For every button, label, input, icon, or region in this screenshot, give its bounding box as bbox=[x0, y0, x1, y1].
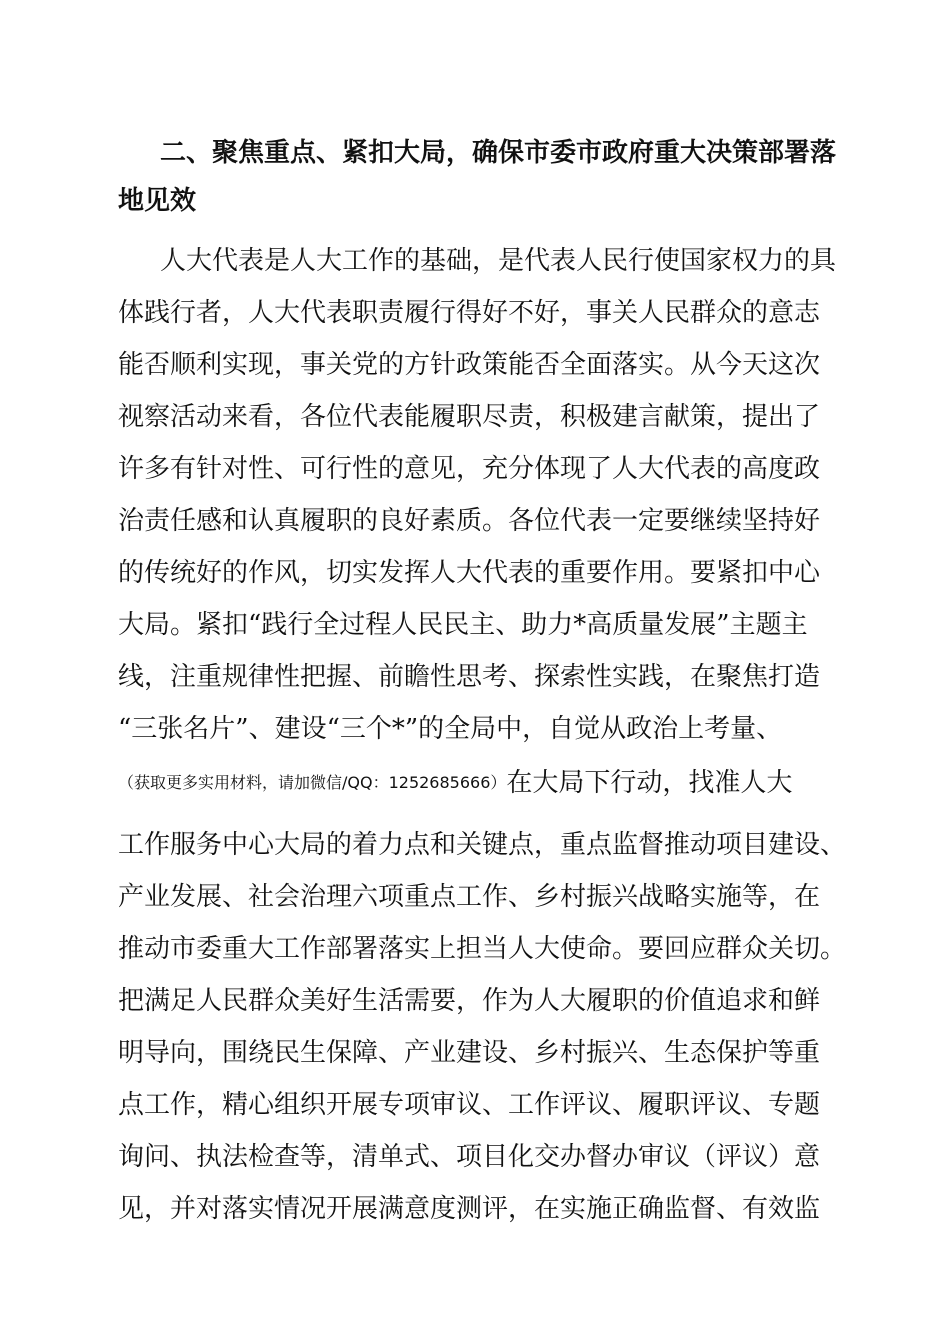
paragraph-line: 能否顺利实现，事关党的方针政策能否全面落实。从今天这次 bbox=[118, 350, 821, 380]
paragraph-line: 见，并对落实情况开展满意度测评，在实施正确监督、有效监 bbox=[118, 1194, 821, 1224]
paragraph-line: 的传统好的作风，切实发挥人大代表的重要作用。要紧扣中心 bbox=[118, 558, 821, 588]
paragraph-line-with-note bbox=[118, 766, 792, 800]
paragraph-line: 人大代表是人大工作的基础，是代表人民行使国家权力的具 bbox=[160, 246, 837, 276]
paragraph-line: 许多有针对性、可行性的意见，充分体现了人大代表的高度政 bbox=[118, 454, 821, 484]
paragraph-line: 工作服务中心大局的着力点和关键点，重点监督推动项目建设、 bbox=[118, 830, 847, 860]
paragraph-line-text: 在大局下行动，找准人大 bbox=[506, 768, 793, 798]
paragraph-line: 产业发展、社会治理六项重点工作、乡村振兴战略实施等，在 bbox=[118, 882, 821, 912]
section-heading-line-1: 二、聚焦重点、紧扣大局，确保市委市政府重大决策部署落 bbox=[160, 138, 837, 168]
paragraph-line: 视察活动来看，各位代表能履职尽责，积极建言献策，提出了 bbox=[118, 402, 821, 432]
paragraph-line: 线，注重规律性把握、前瞻性思考、探索性实践，在聚焦打造 bbox=[118, 662, 821, 692]
paragraph-line: “三张名片”、建设“三个*”的全局中，自觉从政治上考量、 bbox=[118, 714, 783, 744]
paragraph-line: 推动市委重大工作部署落实上担当人大使命。要回应群众关切。 bbox=[118, 934, 847, 964]
paragraph-line: 把满足人民群众美好生活需要，作为人大履职的价值追求和鲜 bbox=[118, 986, 821, 1016]
paragraph-line: 大局。紧扣“践行全过程人民民主、助力*高质量发展”主题主 bbox=[118, 610, 808, 640]
paragraph-line: 治责任感和认真履职的良好素质。各位代表一定要继续坚持好 bbox=[118, 506, 821, 536]
section-heading-line-2: 地见效 bbox=[118, 186, 197, 216]
paragraph-line: 明导向，围绕民生保障、产业建设、乡村振兴、生态保护等重 bbox=[118, 1038, 821, 1068]
paragraph-line: 询问、执法检查等，清单式、项目化交办督办审议（评议）意 bbox=[118, 1142, 821, 1172]
contact-note: （获取更多实用材料，请加微信/QQ：1252685666） bbox=[118, 773, 507, 792]
paragraph-line: 点工作，精心组织开展专项审议、工作评议、履职评议、专题 bbox=[118, 1090, 821, 1120]
paragraph-line: 体践行者，人大代表职责履行得好不好，事关人民群众的意志 bbox=[118, 298, 821, 328]
